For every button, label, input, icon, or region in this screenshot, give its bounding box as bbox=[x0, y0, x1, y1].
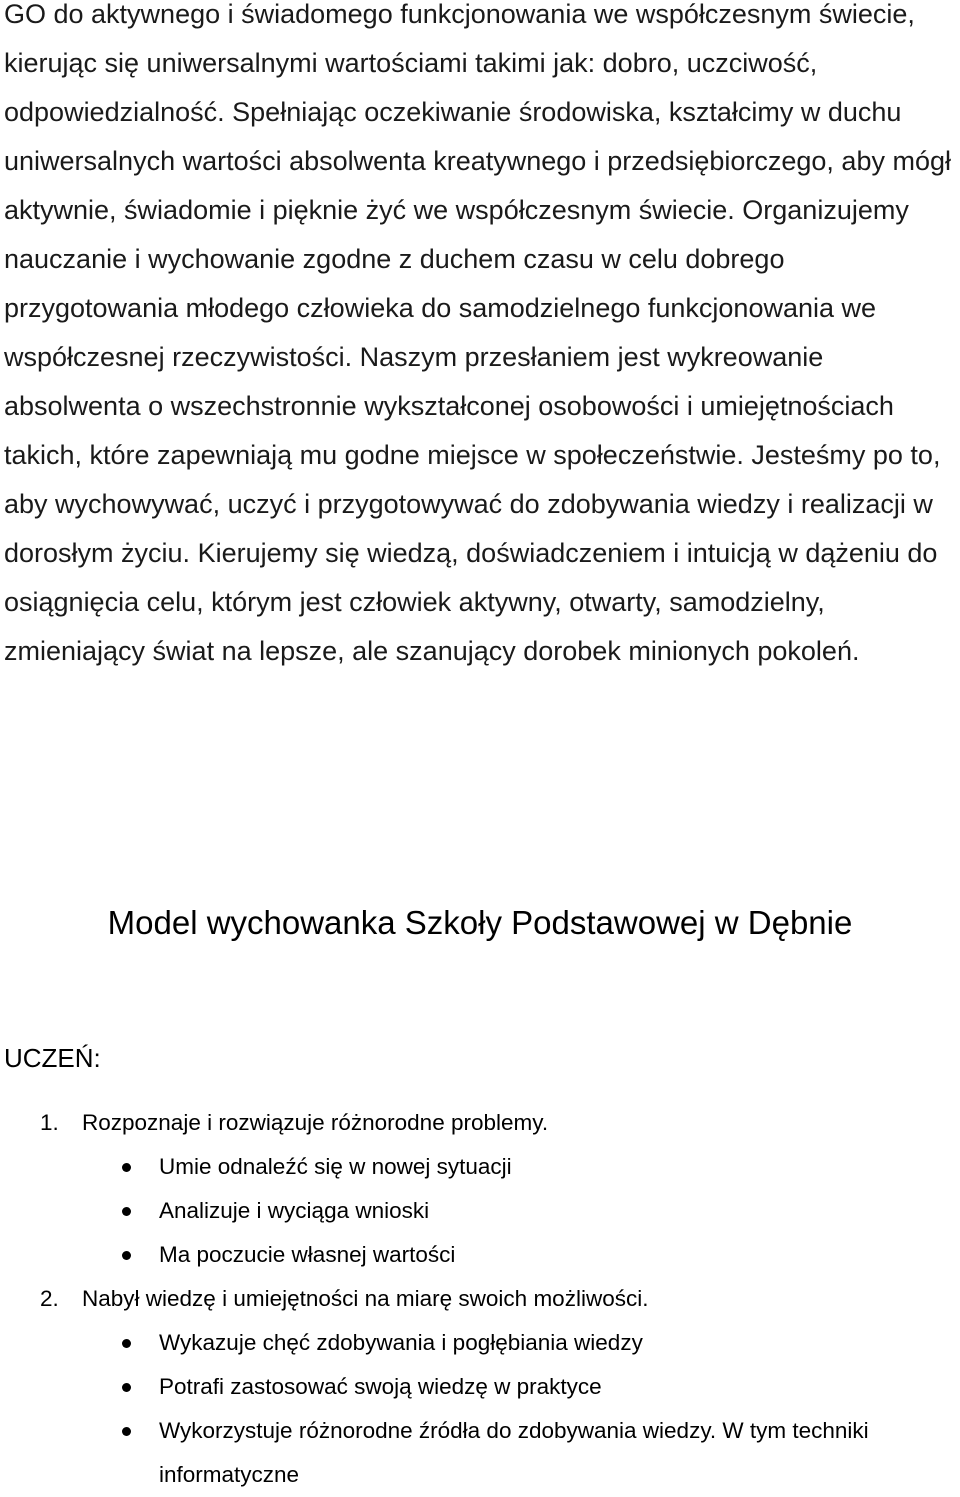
bullet-icon bbox=[122, 1383, 131, 1392]
section-heading: Model wychowanka Szkoły Podstawowej w Dębnie bbox=[107, 904, 853, 941]
intro-sentence: Jesteśmy po to, aby wychowywać, uczyć i przygotowywać do zdobywania wiedzy i realizacji w dorosłym życiu. bbox=[4, 440, 941, 568]
intro-paragraph bbox=[4, 0, 954, 676]
item-text: Nabył wiedzę i umiejętności na miarę swoich możliwości. bbox=[82, 1286, 649, 1311]
item-number: 1. bbox=[40, 1110, 59, 1135]
bullet-text: Umie odnaleźć się w nowej sytuacji bbox=[159, 1154, 512, 1179]
section-label: UCZEŃ: bbox=[4, 1043, 101, 1073]
intro-sentence: Kierujemy się wiedzą, doświadczeniem i intuicją w dążeniu do osiągnięcia celu, którym jest człowiek aktywny, otwarty, samodzielny, zmieniający świat na lepsze, ale szanujący dorobek minionych pokoleń. bbox=[4, 538, 938, 666]
bullet-text: Wykazuje chęć zdobywania i pogłębiania wiedzy bbox=[159, 1330, 643, 1355]
item-text: Rozpoznaje i rozwiązuje różnorodne problemy. bbox=[82, 1110, 549, 1135]
bullet-text: Analizuje i wyciąga wnioski bbox=[159, 1198, 430, 1223]
bullet-icon bbox=[122, 1163, 131, 1172]
intro-sentence: GO do aktywnego i świadomego funkcjonowania we współczesnym świecie, kierując się uniwersalnymi wartościami takimi jak: dobro, uczciwość, odpowiedzialność. bbox=[4, 0, 915, 127]
intro-sentence: Spełniając oczekiwanie środowiska, kształcimy w duchu uniwersalnych wartości absolwenta kreatywnego i przedsiębiorczego, aby mógł aktywnie, świadomie i pięknie żyć we współczesnym świecie. bbox=[4, 97, 951, 225]
intro-sentence: Organizujemy nauczanie i wychowanie zgodne z duchem czasu w celu dobrego przygotowania młodego człowieka do samodzielnego funkcjonowania we współczesnej rzeczywistości. bbox=[4, 195, 909, 372]
bullet-text: Wykorzystuje różnorodne źródła do zdobywania wiedzy. W tym techniki informatyczne bbox=[159, 1418, 869, 1487]
intro-sentence: Naszym przesłaniem jest wykreowanie absolwenta o wszechstronnie wykształconej osobowości i umiejętnościach takich, które zapewniają mu godne miejsce w społeczeństwie. bbox=[4, 342, 894, 470]
bullet-icon bbox=[122, 1207, 131, 1216]
bullet-text: Ma poczucie własnej wartości bbox=[159, 1242, 456, 1267]
bullet-icon bbox=[122, 1339, 131, 1348]
item-number: 2. bbox=[40, 1286, 59, 1311]
bullet-icon bbox=[122, 1251, 131, 1260]
bullet-text: Potrafi zastosować swoją wiedzę w praktyce bbox=[159, 1374, 602, 1399]
bullet-icon bbox=[122, 1427, 131, 1436]
